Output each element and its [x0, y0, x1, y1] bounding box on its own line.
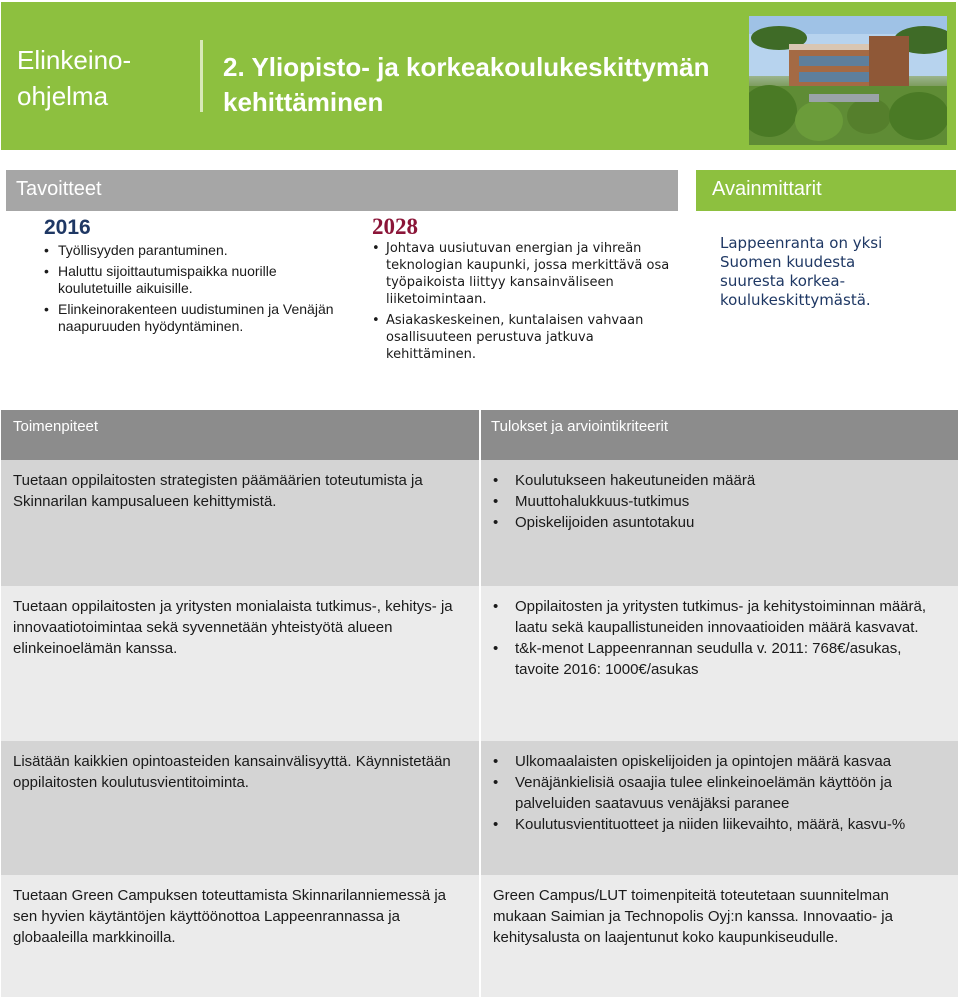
key-metrics-text: Lappeenranta on yksi Suomen kuudesta suuresta korkea-koulukeskittymästä. — [720, 234, 883, 309]
goal-year-2028: 2028 — [372, 214, 418, 239]
list-item: • t&k-menot Lappeenrannan seudulla v. 2011: 768€/asukas, tavoite 2016: 1000€/asukas — [493, 638, 946, 680]
list-item: • Oppilaitosten ja yritysten tutkimus- ja kehitystoiminnan määrä, laatu sekä kaupallistuneiden innovaatioiden määrä kasvavat. — [493, 596, 946, 638]
results-cell: Green Campus/LUT toimenpiteitä toteutetaan suunnitelman mukaan Saimian ja Technopolis Oyj:n kanssa. Innovaatio- ja kehitysalusta on laajentunut koko kaupunkiseudulle. — [481, 875, 958, 997]
list-item: • Ulkomaalaisten opiskelijoiden ja opintojen määrä kasvaa — [493, 751, 946, 772]
list-item: • Haluttu sijoittautumispaikka nuorille koulutetuille aikuisille. — [44, 263, 334, 297]
results-cell — [481, 741, 958, 875]
column-divider — [479, 410, 481, 460]
results-cell — [481, 586, 958, 741]
list-item: • Johtava uusiutuvan energian ja vihreän teknologian kaupunki, jossa merkittävä osa työpaikoista liittyy kansainväliseen liiketoimintaan. — [372, 240, 672, 308]
list-item: • Koulutusvientituotteet ja niiden liikevaihto, määrä, kasvu-% — [493, 814, 946, 835]
action-cell: Tuetaan Green Campuksen toteuttamista Skinnarilanniemessä ja sen hyvien käytäntöjen käyttöönottoa Lappeenrannassa ja globaaleilla markkinoilla. — [1, 875, 479, 997]
list-item: • Asiakaskeskeinen, kuntalaisen vahvaan osallisuuteen perustuva jatkuva kehittäminen. — [372, 312, 672, 363]
list-item: • Opiskelijoiden asuntotakuu — [493, 512, 946, 533]
table-row — [1, 875, 958, 997]
program-label: Elinkeino-ohjelma — [17, 45, 132, 111]
action-cell: Tuetaan oppilaitosten strategisten päämäärien toteutumista ja Skinnarilan kampusalueen kehittymistä. — [1, 460, 479, 586]
page-title: 2. Yliopisto- ja korkeakoulukeskittymän kehittäminen — [223, 52, 710, 117]
column-header-results: Tulokset ja arviointikriteerit — [491, 418, 669, 435]
table-row — [1, 741, 958, 875]
table-row — [1, 460, 958, 586]
goal-year-2016: 2016 — [44, 216, 91, 239]
action-cell: Lisätään kaikkien opintoasteiden kansainvälisyyttä. Käynnistetään oppilaitosten koulutusvientitoiminta. — [1, 741, 479, 875]
goals-section-header — [6, 170, 678, 211]
table-row — [1, 586, 958, 741]
header-divider — [200, 40, 203, 112]
list-item: • Elinkeinorakenteen uudistuminen ja Venäjän naapuruuden hyödyntäminen. — [44, 301, 334, 335]
key-metrics-title: Avainmittarit — [712, 178, 822, 200]
goals-2016-list — [44, 242, 334, 339]
goals-2028-list — [372, 240, 672, 367]
list-item: • Koulutukseen hakeutuneiden määrä — [493, 470, 946, 491]
campus-photo — [749, 16, 947, 145]
table-header — [1, 410, 958, 460]
results-cell — [481, 460, 958, 586]
list-item: • Muuttohalukkuus-tutkimus — [493, 491, 946, 512]
action-cell: Tuetaan oppilaitosten ja yritysten monialaista tutkimus-, kehitys- ja innovaatiotoimintaa sekä syvennetään yhteistyötä alueen elinkeinoelämän kanssa. — [1, 586, 479, 741]
goals-section-title: Tavoitteet — [16, 178, 102, 200]
campus-building-image — [749, 16, 947, 145]
key-metrics-header — [696, 170, 956, 211]
list-item: • Venäjänkielisiä osaajia tulee elinkeinoelämän käyttöön ja palveluiden saatavuus venäjäksi paranee — [493, 772, 946, 814]
column-header-actions: Toimenpiteet — [13, 418, 99, 435]
page-header — [1, 2, 956, 150]
list-item: • Työllisyyden parantuminen. — [44, 242, 334, 259]
